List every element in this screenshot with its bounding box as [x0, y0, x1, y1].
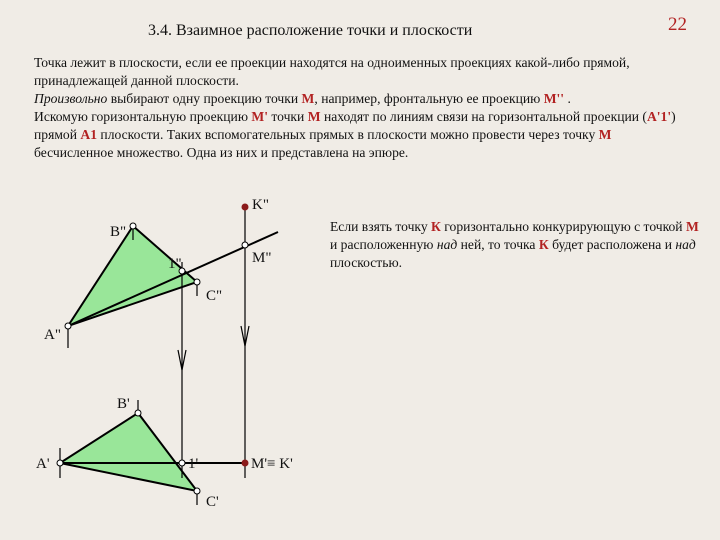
text-run: точки: [267, 109, 308, 124]
label-a1: A': [36, 456, 50, 472]
text-run: плоскостью.: [330, 255, 403, 270]
label-b2: B": [110, 224, 127, 240]
label-1-2: 1": [168, 256, 182, 272]
point-k2-marker: [242, 204, 249, 211]
point-k-ref: К: [538, 237, 549, 252]
label-m1-k1: M'≡ K': [251, 456, 293, 472]
point-m1-ref: М': [251, 109, 268, 124]
point-b2-marker: [130, 223, 136, 229]
point-m-ref: М: [301, 91, 315, 106]
text-run: ней, то точка: [457, 237, 539, 252]
text-run: ) прямой: [34, 109, 676, 142]
point-m-ref: М: [598, 127, 612, 142]
point-k-ref: К: [431, 219, 441, 234]
text-run: .: [564, 91, 571, 106]
label-b1: B': [117, 396, 130, 412]
text-run: находят по линиям связи на горизонтальной проекции (: [320, 109, 647, 124]
line-a1-ref: А'1': [646, 109, 672, 124]
label-c1: C': [206, 494, 219, 510]
point-m2-ref: М'': [543, 91, 565, 106]
page-number: 22: [668, 14, 687, 35]
horizontal-triangle: [60, 413, 197, 491]
text-run: бесчисленное множество. Одна из них и представлена на эпюре.: [34, 145, 409, 160]
text-run: выбирают одну проекцию точки: [107, 91, 302, 106]
italic-word: Произвольно: [34, 91, 108, 106]
point-c2-marker: [194, 279, 200, 285]
text-run: Если взять точку: [330, 219, 432, 234]
label-m2: M": [252, 250, 272, 266]
point-a2-marker: [65, 323, 71, 329]
point-a1-marker: [57, 460, 63, 466]
point-mk1-marker: [242, 460, 249, 467]
label-c2: C": [206, 288, 223, 304]
label-k2: K": [252, 197, 269, 213]
page-title: 3.4. Взаимное расположение точки и плоскости: [148, 22, 473, 39]
point-1-1-marker: [179, 460, 185, 466]
text-run: плоскости. Таких вспомогательных прямых в плоскости можно провести через точку: [97, 127, 599, 142]
text-run: горизонтально конкурирующую с точкой: [440, 219, 686, 234]
text-run: Искомую горизонтальную проекцию: [34, 109, 252, 124]
label-a2: A": [44, 327, 61, 343]
line-a1-ref: А1: [80, 127, 98, 142]
point-b1-marker: [135, 410, 141, 416]
point-m-ref: М: [685, 219, 699, 234]
point-c1-marker: [194, 488, 200, 494]
text-run: и расположенную: [330, 237, 437, 252]
italic-word: над: [436, 237, 458, 252]
italic-word: над: [675, 237, 696, 252]
point-m2-marker: [242, 242, 248, 248]
text-run: , например, фронтальную ее проекцию: [314, 91, 544, 106]
label-1-1: 1': [188, 456, 199, 472]
text-run: будет расположена и: [548, 237, 676, 252]
point-m-ref: М: [307, 109, 321, 124]
paragraph-1: Точка лежит в плоскости, если ее проекции находятся на одноименных проекциях какой-либо прямой, принадлежащей данной плоскости.: [34, 55, 630, 88]
